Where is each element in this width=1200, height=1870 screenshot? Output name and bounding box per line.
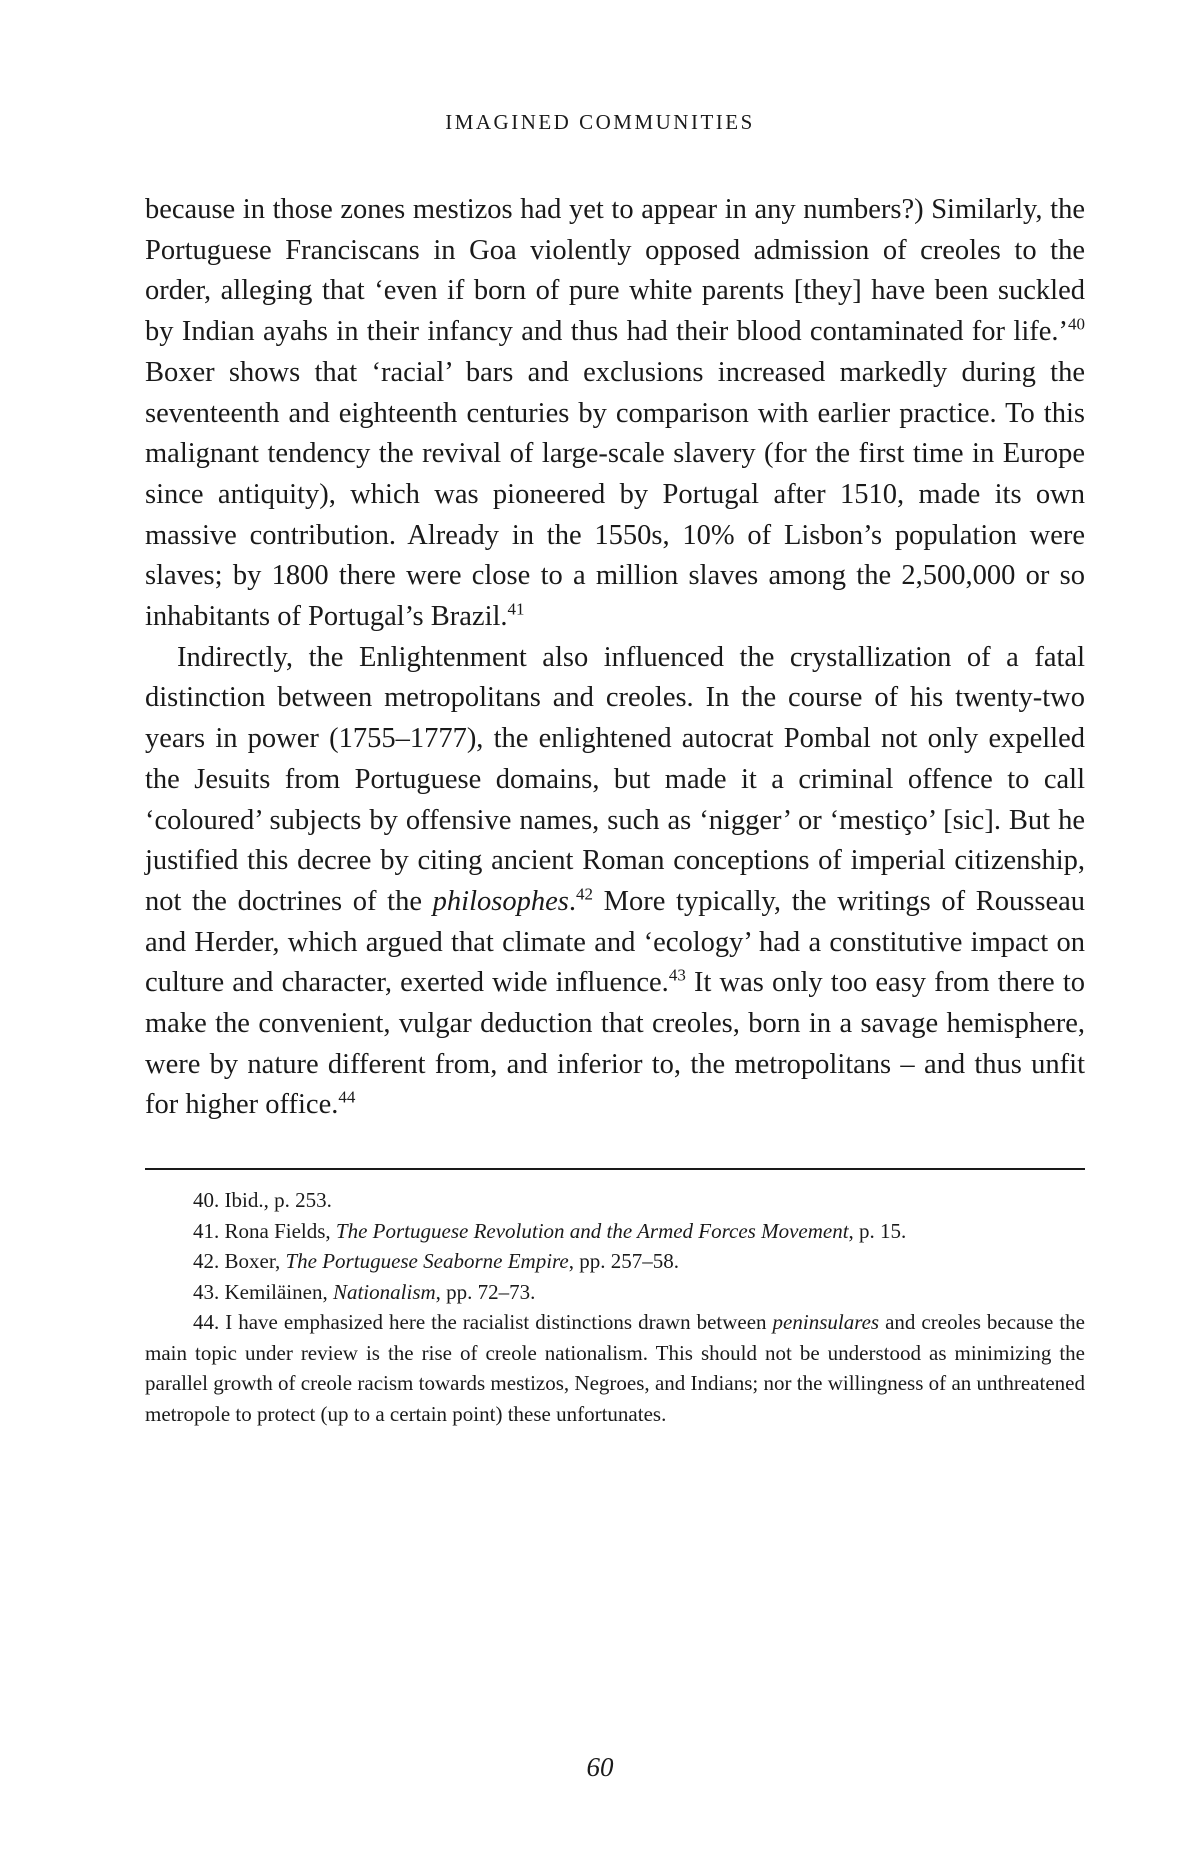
text-run: It was only too easy from there to make the convenient, vulgar deduction that creoles, born in a savage hemisphere, were by nature different from, and inferior to, the metropolitans – and thus unfit for higher office. xyxy=(145,967,1085,1121)
text-run: and creoles because the main topic under review is the rise of creole nationalism. This should not be understood as minimizing the parallel growth of creole racism towards mestizos, Negroes, and Indians; nor the willingness of an unthreatened metropole to protect (up to a certain point) these unfortunates. xyxy=(145,1310,1085,1426)
text-run: , pp. 72–73. xyxy=(435,1279,536,1304)
text-run: Indirectly, the Enlightenment also influenced the crystallization of a fatal distinction between metropolitans and creoles. In the course of his twenty-two years in power (1755–1777), the enlightened autocrat Pombal not only expelled the Jesuits from Portuguese domains, but made it a criminal offence to call ‘coloured’ subjects by offensive names, such as ‘nigger’ or ‘mestiço’ [sic]. But he justified this decree by citing ancient Roman conceptions of imperial citizenship, not the doctrines of the xyxy=(145,641,1085,917)
footnote-44 xyxy=(145,1307,1085,1429)
footnote-marker: 42 xyxy=(575,884,593,904)
text-run: , p. 15. xyxy=(848,1218,907,1243)
paragraph-1 xyxy=(145,190,1085,638)
footnote-rule xyxy=(145,1168,1085,1170)
footnote-41 xyxy=(145,1216,1085,1247)
italic-text: The Portuguese Seaborne Empire xyxy=(285,1249,569,1273)
text-run: 40. Ibid., p. 253. xyxy=(193,1188,332,1212)
italic-text: peninsulares xyxy=(772,1310,880,1334)
italic-text: Nationalism xyxy=(332,1279,436,1304)
text-run: 43. Kemiläinen, xyxy=(193,1279,333,1304)
footnote-40 xyxy=(145,1185,1085,1216)
italic-text: philosophes xyxy=(432,885,569,917)
footnote-43 xyxy=(145,1277,1085,1308)
running-head: IMAGINED COMMUNITIES xyxy=(445,110,755,134)
footnote-marker: 44 xyxy=(338,1087,356,1107)
text-run: 42. Boxer, xyxy=(193,1249,286,1273)
footnote-marker: 43 xyxy=(668,965,686,985)
paragraph-2 xyxy=(145,638,1085,1126)
body-text xyxy=(145,190,1085,1126)
text-run: Boxer shows that ‘racial’ bars and exclusions increased markedly during the seventeenth and eighteenth centuries by comparison with earlier practice. To this malignant tendency the revival of large-scale slavery (for the first time in Europe since antiquity), which was pioneered by Portugal after 1510, made its own massive contribution. Already in the 1550s, 10% of Lisbon’s population were slaves; by 1800 there were close to a million slaves among the 2,500,000 or so inhabitants of Portugal’s Brazil. xyxy=(145,356,1085,633)
text-run: More typically, the writings of Rousseau and Herder, which argued that climate and ‘ecology’ had a constitutive impact on culture and character, exerted wide influence. xyxy=(145,885,1085,999)
text-run: because in those zones mestizos had yet to appear in any numbers?) Similarly, the Portuguese Franciscans in Goa violently opposed admission of creoles to the order, alleging that ‘even if born of pure white parents [they] have been suckled by Indian ayahs in their infancy and thus had their blood contaminated for life.’ xyxy=(145,194,1085,348)
footnote-marker: 41 xyxy=(507,599,525,619)
text-run: 41. Rona Fields, xyxy=(193,1218,336,1243)
footnote-marker: 40 xyxy=(1068,314,1085,334)
footnotes xyxy=(145,1185,1085,1429)
text-run: , pp. 257–58. xyxy=(568,1249,679,1273)
footnote-42 xyxy=(145,1246,1085,1277)
text-run: . xyxy=(568,885,576,917)
page-number: 60 xyxy=(586,1752,614,1782)
text-run: 44. I have emphasized here the racialist distinctions drawn between xyxy=(193,1310,773,1334)
italic-text: The Portuguese Revolution and the Armed Forces Movement xyxy=(335,1218,849,1243)
